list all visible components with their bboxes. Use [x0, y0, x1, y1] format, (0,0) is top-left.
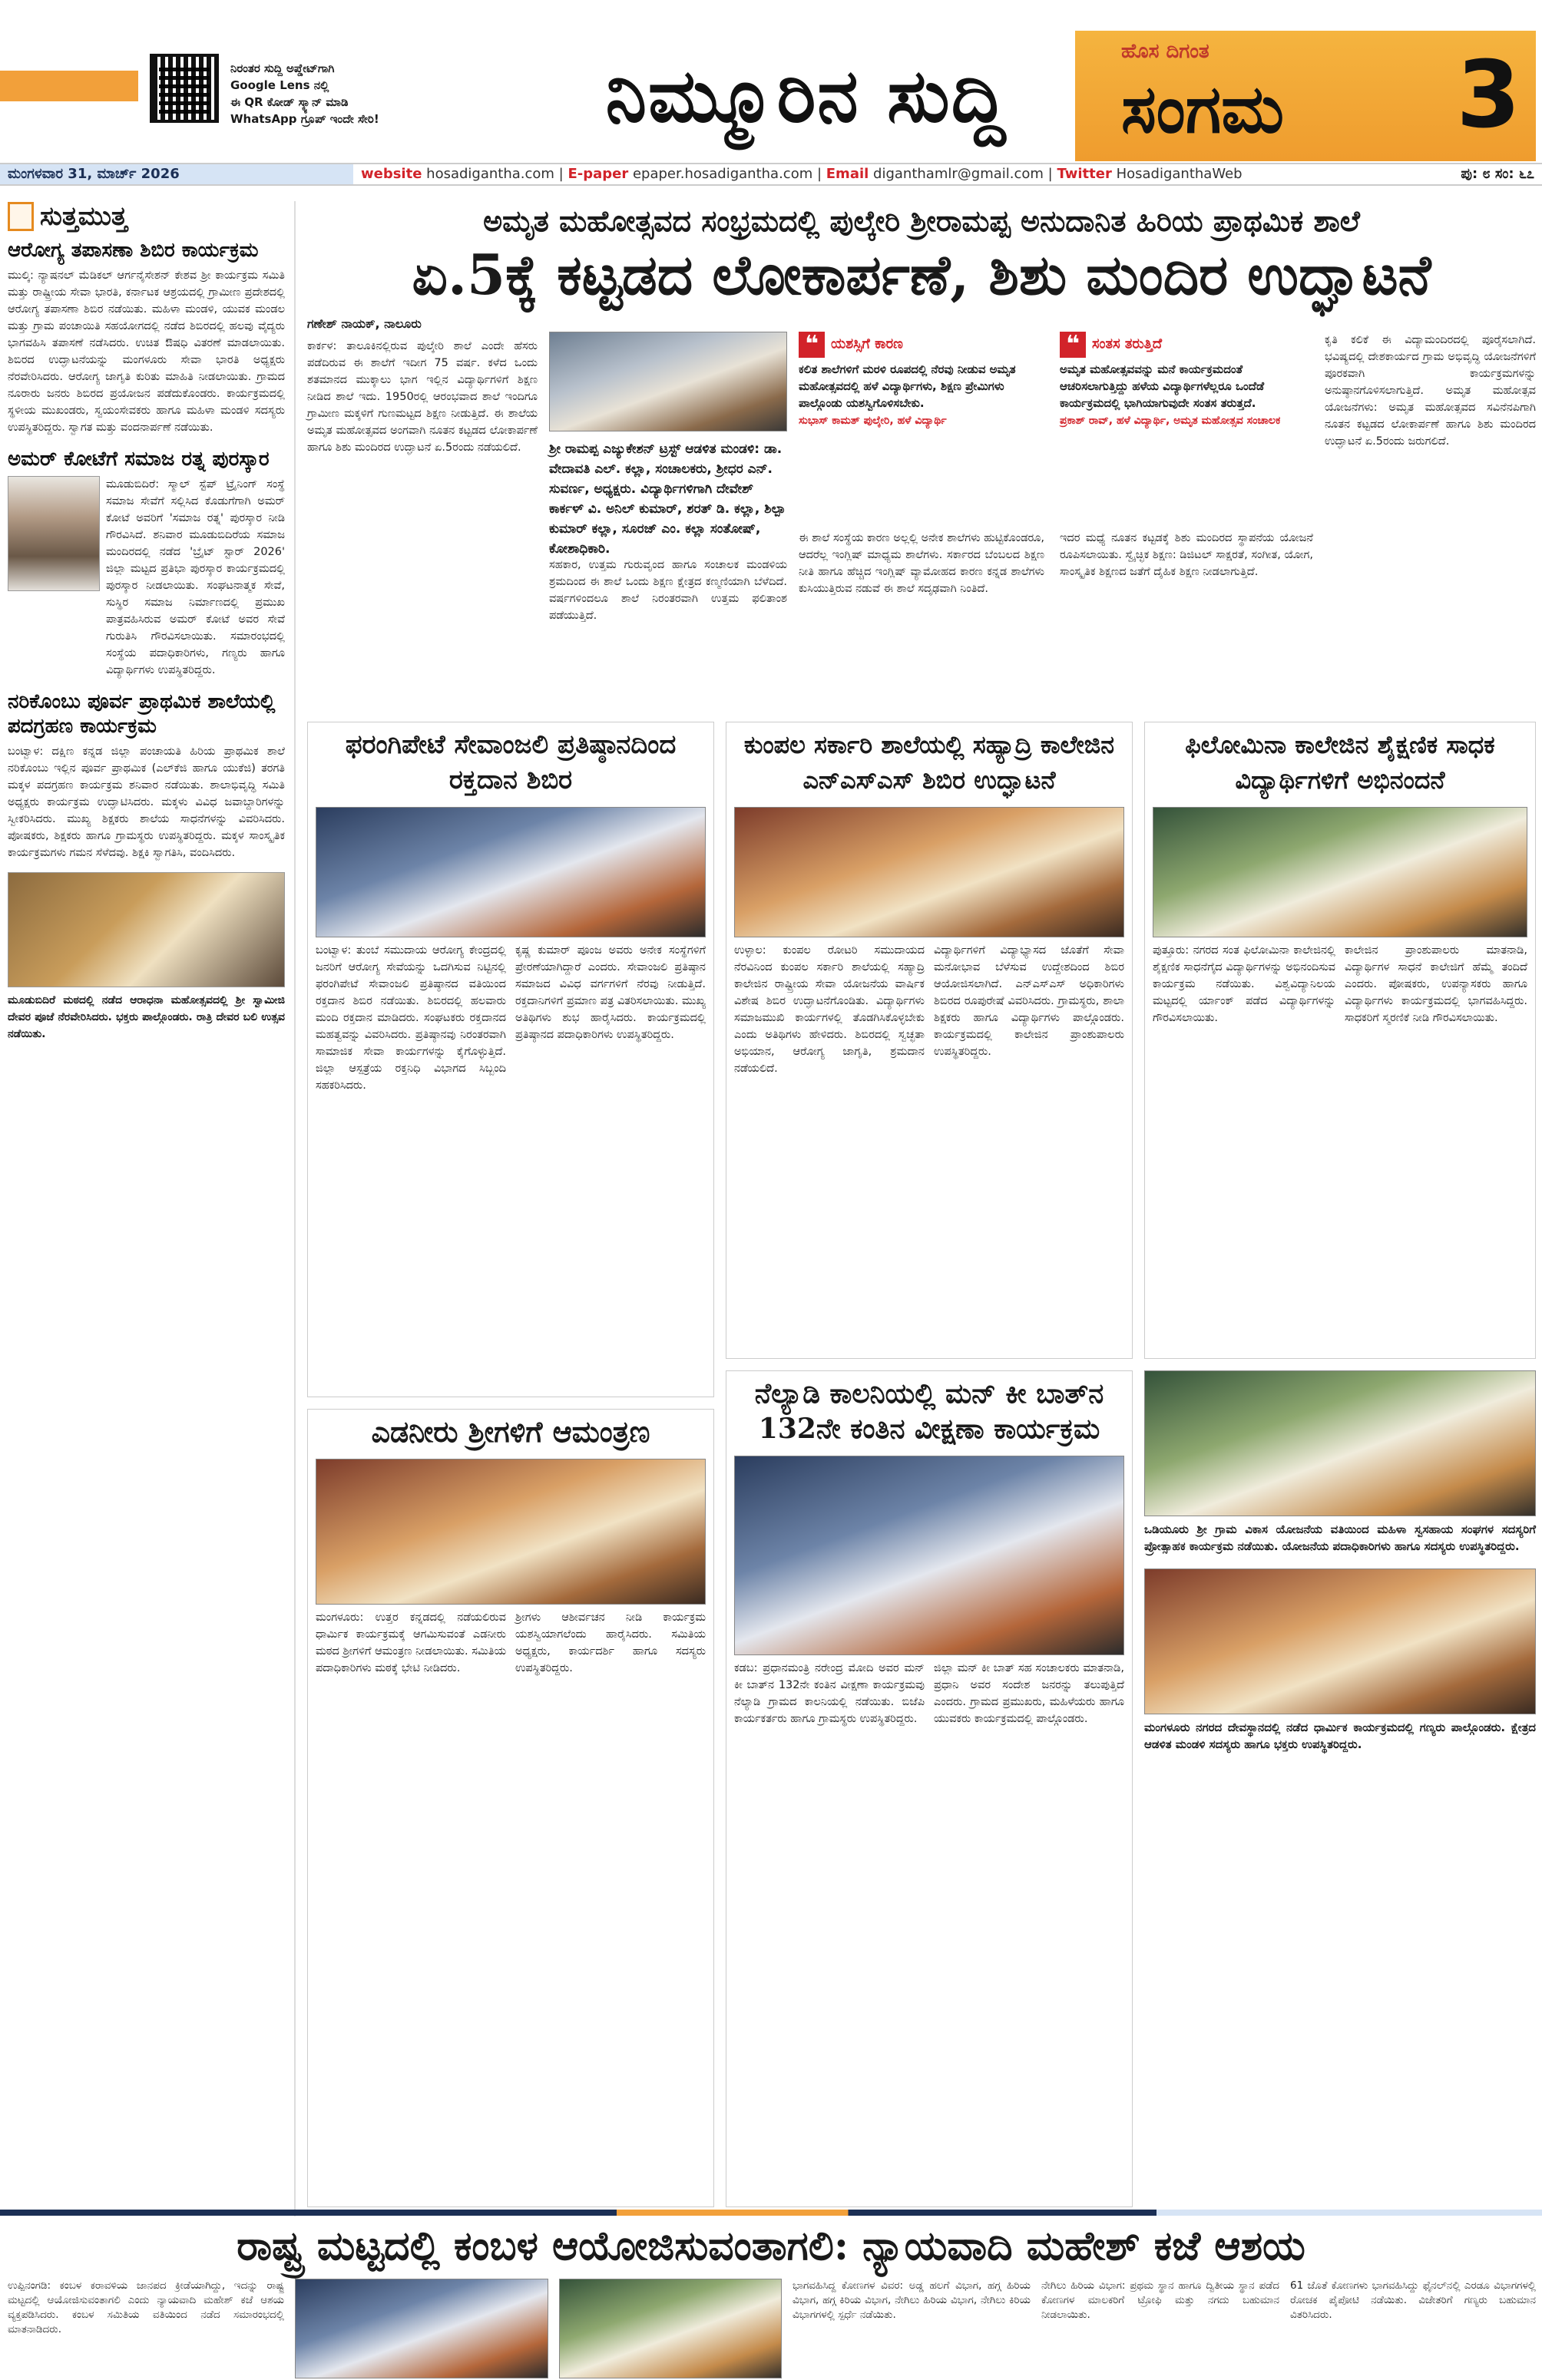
sidebar-story-body: ಮೂಡುಬಿದಿರೆ: ಸ್ಮಾಲ್ ಸ್ಟೆಪ್ ಟ್ರೈನಿಂಗ್ ಸಂಸ್ಥೆ ಸಮಾಜ ಸೇವೆಗೆ ಸಲ್ಲಿಸಿದ ಕೊಡುಗೆಗಾಗಿ ಅಮರ್ ಕೋಟೆ ಅವರಿಗೆ 'ಸಮಾಜ ರತ್ನ' ಪುರಸ್ಕಾರ ನೀಡಿ ಗೌರವಿಸಿದೆ. ಶನಿವಾರ ಮೂಡುಬಿದಿರೆಯ ಸಮಾಜ ಮಂದಿರದಲ್ಲಿ ನಡೆದ 'ಬ್ರೈಟ್ ಸ್ಟಾರ್ 2026' ಜಿಲ್ಲಾ ಮಟ್ಟದ ಪ್ರತಿಭಾ ಪುರಸ್ಕಾರ ಕಾರ್ಯಕ್ರಮದಲ್ಲಿ ಪುರಸ್ಕಾರ ನೀಡಲಾಯಿತು. ಸಂಘಟನಾತ್ಮಕ ಸೇವೆ, ಸುಸ್ಥಿರ ಸಮಾಜ ನಿರ್ಮಾಣದಲ್ಲಿ ಪ್ರಮುಖ ಪಾತ್ರವಹಿಸಿರುವ ಅಮರ್ ಕೋಟೆ ಅವರ ಸೇವೆ ಗುರುತಿಸಿ ಗೌರವಿಸಲಾಯಿತು. ಸಮಾರಂಭದಲ್ಲಿ ಸಂಸ್ಥೆಯ ಪದಾಧಿಕಾರಿಗಳು, ಗಣ್ಯರು ಹಾಗೂ ವಿದ್ಯಾರ್ಥಿಗಳು ಉಪಸ್ಥಿತರಿದ್ದರು. [106, 478, 285, 676]
twitter-link[interactable]: HosadiganthaWeb [1116, 166, 1243, 182]
twitter-label: Twitter [1057, 166, 1112, 182]
qr-instructions [230, 60, 453, 127]
story-text: ಜಿಲ್ಲಾ ಮನ್ ಕೀ ಬಾತ್ ಸಹ ಸಂಚಾಲಕರು ಮಾತನಾಡಿ, ಪ್ರಧಾನಿ ಅವರ ಸಂದೇಶ ಜನರನ್ನು ತಲುಪುತ್ತಿದೆ ಎಂದರು. ಗ್ರಾಮದ ಪ್ರಮುಖರು, ಮಹಿಳೆಯರು ಹಾಗೂ ಯುವಕರು ಕಾರ್ಯಕ್ರಮದಲ್ಲಿ ಪಾಲ್ಗೊಂಡರು. [934, 1662, 1124, 1725]
lead-byline: ಗಣೇಶ್ ನಾಯಕ್, ನಾಲೂರು [307, 316, 422, 331]
contact-links: website hosadigantha.com | E-paper epaper.hosadigantha.com | Email diganthamlr@gmail.com | Twitter HosadiganthaWeb [361, 166, 1243, 182]
lead-text: ಕಾರ್ಕಳ: ತಾಲೂಕಿನಲ್ಲಿರುವ ಪುಲ್ಕೇರಿ ಶಾಲೆ ಎಂದೇ ಹೆಸರು ಪಡೆದಿರುವ ಈ ಶಾಲೆಗೆ ಇದೀಗ 75 ವರ್ಷ. ಕಳೆದ ಒಂದು ಶತಮಾನದ ಮುಕ್ಕಾಲು ಭಾಗ ಇಲ್ಲಿನ ವಿದ್ಯಾರ್ಥಿಗಳಿಗೆ ಶಿಕ್ಷಣ ನೀಡಿದ ಶಾಲೆ ಇದು. 1950ರಲ್ಲಿ ಆರಂಭವಾದ ಶಾಲೆ ಇಂದಿಗೂ ಗ್ರಾಮೀಣ ಮಕ್ಕಳಿಗೆ ಗುಣಮಟ್ಟದ ಶಿಕ್ಷಣ ನೀಡುತ್ತಿದೆ. ಈ ಶಾಲೆಯ ಅಮೃತ ಮಹೋತ್ಸವದ ಅಂಗವಾಗಿ ನೂತನ ಕಟ್ಟಡದ ಲೋಕಾರ್ಪಣೆ ಹಾಗೂ ಶಿಶು ಮಂದಿರದ ಉದ್ಘಾಟನೆ ಏ.5ರಂದು ನಡೆಯಲಿದೆ. [307, 340, 538, 454]
brand-block [1075, 31, 1536, 161]
sidebar-story-body: ಬಂಟ್ವಾಳ: ದಕ್ಷಿಣ ಕನ್ನಡ ಜಿಲ್ಲಾ ಪಂಚಾಯತಿ ಹಿರಿಯ ಪ್ರಾಥಮಿಕ ಶಾಲೆ ನರಿಕೊಂಬು ಇಲ್ಲಿನ ಪೂರ್ವ ಪ್ರಾಥಮಿಕ (ಎಲ್‌ಕೆಜಿ ಹಾಗೂ ಯುಕೆಜಿ) ತರಗತಿ ಮಕ್ಕಳ ಪದಗ್ರಹಣ ಕಾರ್ಯಕ್ರಮ ಶನಿವಾರ ನಡೆಯಿತು. ಶಾಲಾಭಿವೃದ್ಧಿ ಸಮಿತಿ ಅಧ್ಯಕ್ಷರು ಕಾರ್ಯಕ್ರಮ ಉದ್ಘಾಟಿಸಿದರು. ಮಕ್ಕಳು ವಿವಿಧ ಜವಾಬ್ದಾರಿಗಳನ್ನು ಸ್ವೀಕರಿಸಿದರು. ಮುಖ್ಯ ಶಿಕ್ಷಕರು ಶಾಲೆಯ ಸಾಧನೆಗಳನ್ನು ವಿವರಿಸಿದರು. ಪೋಷಕರು, ಶಿಕ್ಷಕರು ಹಾಗೂ ಗ್ರಾಮಸ್ಥರು ಉಪಸ್ಥಿತರಿದ್ದರು. ಮಕ್ಕಳ ಸಾಂಸ್ಕೃತಿಕ ಕಾರ್ಯಕ್ರಮಗಳು ಗಮನ ಸೆಳೆದವು. ಶಿಕ್ಷಕಿ ಸ್ವಾಗತಿಸಿ, ವಂದಿಸಿದರು. [8, 745, 285, 859]
lead-text: ಈ ಶಾಲೆ ಸಂಸ್ಥೆಯ ಕಾರಣ ಅಲ್ಲಲ್ಲಿ ಅನೇಕ ಶಾಲೆಗಳು ಹುಟ್ಟಿಕೊಂಡರೂ, ಆದರೆಲ್ಲ ಇಂಗ್ಲಿಷ್ ಮಾಧ್ಯಮ ಶಾಲೆಗಳು. ಸರ್ಕಾರದ ಬೆಂಬಲದ ಶಿಕ್ಷಣ ನೀತಿ ಹಾಗೂ ಹೆಚ್ಚಿದ ಇಂಗ್ಲಿಷ್ ವ್ಯಾಮೋಹದ ಕಾರಣ ಕನ್ನಡ ಶಾಲೆಗಳು ಕುಸಿಯುತ್ತಿರುವ ನಡುವೆ ಈ ಶಾಲೆ ಸದೃಢವಾಗಿ ನಿಂತಿದೆ. [799, 532, 1044, 595]
quote-title: ಸಂತಸ ತರುತ್ತಿದೆ [1092, 336, 1163, 352]
sidebar-story-headline: ನರಿಕೊಂಬು ಪೂರ್ವ ಪ್ರಾಥಮಿಕ ಶಾಲೆಯಲ್ಲಿ ಪದಗ್ರಹಣ ಕಾರ್ಯಕ್ರಮ [8, 690, 276, 738]
photo-caption: ಮಂಗಳೂರು ನಗರದ ದೇವಸ್ಥಾನದಲ್ಲಿ ನಡೆದ ಧಾರ್ಮಿಕ ಕಾರ್ಯಕ್ರಮದಲ್ಲಿ ಗಣ್ಯರು ಪಾಲ್ಗೊಂಡರು. ಕ್ಷೇತ್ರದ ಆಡಳಿತ ಮಂಡಳಿ ಸದಸ್ಯರು ಹಾಗೂ ಭಕ್ತರು ಉಪಸ್ಥಿತರಿದ್ದರು. [1144, 1721, 1536, 1751]
blood-donation-photo [316, 807, 706, 937]
email-label: Email [826, 166, 869, 182]
quote-signature: ಸುಭಾಸ್ ಕಾಮತ್ ಪುಲ್ಕೇರಿ, ಹಳೆ ವಿದ್ಯಾರ್ಥಿ [799, 415, 947, 427]
quote-icon: ❝ [799, 332, 825, 358]
qr-line-4: WhatsApp ಗ್ರೂಪ್ ಇಂದೇ ಸೇರಿ! [230, 112, 379, 126]
website-label: website [361, 166, 422, 182]
bottom-story [0, 2219, 1542, 2274]
story-text: ಶ್ರೀಗಳು ಆಶೀರ್ವಚನ ನೀಡಿ ಕಾರ್ಯಕ್ರಮ ಯಶಸ್ವಿಯಾಗಲೆಂದು ಹಾರೈಸಿದರು. ಸಮಿತಿಯ ಅಧ್ಯಕ್ಷರು, ಕಾರ್ಯದರ್ಶಿ ಹಾಗೂ ಸದಸ್ಯರು ಉಪಸ್ಥಿತರಿದ್ದರು. [515, 1611, 706, 1674]
masthead [0, 0, 1542, 154]
story-text: ಬಂಟ್ವಾಳ: ತುಂಬೆ ಸಮುದಾಯ ಆರೋಗ್ಯ ಕೇಂದ್ರದಲ್ಲಿ ಜನರಿಗೆ ಆರೋಗ್ಯ ಸೇವೆಯನ್ನು ಒದಗಿಸುವ ನಿಟ್ಟಿನಲ್ಲಿ ಫರಂಗಿಪೇಟೆ ಸೇವಾಂಜಲಿ ಪ್ರತಿಷ್ಠಾನದ ವತಿಯಿಂದ ರಕ್ತದಾನ ಶಿಬಿರ ನಡೆಯಿತು. ಶಿಬಿರದಲ್ಲಿ ಹಲವಾರು ಮಂದಿ ರಕ್ತದಾನ ಮಾಡಿದರು. ಸಂಘಟಕರು ರಕ್ತದಾನದ ಮಹತ್ವವನ್ನು ವಿವರಿಸಿದರು. ಪ್ರತಿಷ್ಠಾನವು ನಿರಂತರವಾಗಿ ಸಾಮಾಜಿಕ ಸೇವಾ ಕಾರ್ಯಗಳನ್ನು ಕೈಗೊಳ್ಳುತ್ತಿದೆ. ಜಿಲ್ಲಾ ಆಸ್ಪತ್ರೆಯ ರಕ್ತನಿಧಿ ವಿಭಾಗದ ಸಿಬ್ಬಂದಿ ಸಹಕರಿಸಿದರು. [316, 944, 506, 1092]
sidebar-story-headline: ಅಮರ್ ಕೋಟೆಗೆ ಸಮಾಜ ರತ್ನ ಪುರಸ್ಕಾರ [8, 448, 270, 471]
kambala-race-photo [559, 2279, 782, 2378]
quote-icon: ❝ [1060, 332, 1086, 358]
lead-headline: ಏ.5ಕ್ಕೆ ಕಟ್ಟಡದ ಲೋಕಾರ್ಪಣೆ, ಶಿಶು ಮಂದಿರ ಉದ್ಘಾಟನೆ [412, 242, 1431, 307]
story-edaneer [307, 1409, 714, 2207]
story-philomena [1144, 722, 1536, 1359]
page-title: ನಿಮ್ಮೂರಿನ ಸುದ್ದಿ [605, 52, 1008, 139]
quote-box-2 [1060, 332, 1313, 524]
quote-signature: ಪ್ರಕಾಶ್ ರಾವ್, ಹಳೆ ವಿದ್ಯಾರ್ಥಿ, ಅಮೃತ ಮಹೋತ್ಸವ ಸಂಚಾಲಕ [1060, 415, 1281, 427]
quote-title: ಯಶಸ್ಸಿಗೆ ಕಾರಣ [831, 336, 903, 352]
page-number: 3 [1456, 42, 1520, 149]
mann-ki-baat-photo [734, 1456, 1124, 1655]
quote-box-1 [799, 332, 1044, 524]
story-headline: ನೆಲ್ಯಾಡಿ ಕಾಲನಿಯಲ್ಲಿ ಮನ್ ಕೀ ಬಾತ್‌ನ 132ನೇ ಕಂತಿನ ವೀಕ್ಷಣಾ ಕಾರ್ಯಕ್ರಮ [754, 1377, 1104, 1445]
story-text: ಮಂಗಳೂರು: ಉತ್ತರ ಕನ್ನಡದಲ್ಲಿ ನಡೆಯಲಿರುವ ಧಾರ್ಮಿಕ ಕಾರ್ಯಕ್ರಮಕ್ಕೆ ಆಗಮಿಸುವಂತೆ ಎಡನೀರು ಮಠದ ಶ್ರೀಗಳಿಗೆ ಆಮಂತ್ರಣ ನೀಡಲಾಯಿತು. ಸಮಿತಿಯ ಪದಾಧಿಕಾರಿಗಳು ಮಠಕ್ಕೆ ಭೇಟಿ ನೀಡಿದರು. [316, 1611, 506, 1674]
sidebar-column [8, 201, 296, 2216]
nss-camp-photo [734, 807, 1124, 937]
sidebar-photo-caption: ಮೂಡುಬಿದಿರೆ ಮಠದಲ್ಲಿ ನಡೆದ ಆರಾಧನಾ ಮಹೋತ್ಸವದಲ್ಲಿ ಶ್ರೀ ಸ್ವಾಮೀಜಿ ದೇವರ ಪೂಜೆ ನೆರವೇರಿಸಿದರು. ಭಕ್ತರು ಪಾಲ್ಗೊಂಡರು. ರಾತ್ರಿ ದೇವರ ಬಲಿ ಉತ್ಸವ ನಡೆಯಿತು. [8, 994, 285, 1040]
issue-date: ಮಂಗಳವಾರ 31, ಮಾರ್ಚ್ 2026 [0, 164, 353, 184]
lead-text: ಇದರ ಮಧ್ಯೆ ನೂತನ ಕಟ್ಟಡಕ್ಕೆ ಶಿಶು ಮಂದಿರದ ಸ್ಥಾಪನೆಯ ಯೋಜನೆ ರೂಪಿಸಲಾಯಿತು. ಸ್ವೈಚ್ಛಿಕ ಶಿಕ್ಷಣ: ಡಿಜಿಟಲ್ ಸಾಕ್ಷರತೆ, ಸಂಗೀತ, ಯೋಗ, ಸಾಂಸ್ಕೃತಿಕ ಶಿಕ್ಷಣದ ಜತೆಗೆ ದೈಹಿಕ ಶಿಕ್ಷಣ ನೀಡಲಾಗುತ್ತಿದೆ. [1060, 532, 1313, 578]
issue-pages: ಪು: ೮ ಸಂ: ೬೭ [1461, 166, 1534, 182]
edaneer-invitation-photo [316, 1459, 706, 1605]
sidebar-story-body: ಮುಲ್ಕಿ: ನ್ಯಾಷನಲ್ ಮೆಡಿಕಲ್ ಆರ್ಗನೈಸೇಶನ್ ಕೇಶವ ಶ್ರೀ ಕಾರ್ಯಕ್ರಮ ಸಮಿತಿ ಮತ್ತು ರಾಷ್ಟ್ರೀಯ ಸೇವಾ ಭಾರತಿ, ಕರ್ನಾಟಕ ಆಶ್ರಯದಲ್ಲಿ ಗ್ರಾಮೀಣ ಪ್ರದೇಶದಲ್ಲಿ ಆರೋಗ್ಯ ತಪಾಸಣಾ ಶಿಬಿರ ನಡೆಯಿತು. ಮಹಿಳಾ ಮಂಡಳಿ, ಯುವಕ ಮಂಡಲ ಮತ್ತು ಗ್ರಾಮ ಪಂಚಾಯಿತಿ ಸಹಯೋಗದಲ್ಲಿ ನಡೆದ ಶಿಬಿರದಲ್ಲಿ ಹಲವು ವೈದ್ಯರು ಭಾಗವಹಿಸಿ ತಪಾಸಣೆ ನಡೆಸಿದರು. ಉಚಿತ ಔಷಧಿ ವಿತರಣೆ ಮಾಡಲಾಯಿತು. ಶಿಬಿರದ ಉದ್ಘಾಟನೆಯನ್ನು ಮಂಗಳೂರು ಸೇವಾ ಭಾರತಿ ಅಧ್ಯಕ್ಷರು ನೆರವೇರಿಸಿದರು. ಆರೋಗ್ಯ ಜಾಗೃತಿ ಕುರಿತು ಮಾಹಿತಿ ನೀಡಲಾಯಿತು. ಗ್ರಾಮದ ನೂರಾರು ಜನರು ಶಿಬಿರದ ಪ್ರಯೋಜನ ಪಡೆದುಕೊಂಡರು. ಕಾರ್ಯಕ್ರಮದಲ್ಲಿ ಸ್ಥಳೀಯ ಮುಖಂಡರು, ಸ್ವಯಂಸೇವಕರು ಹಾಗೂ ಮಹಿಳಾ ಮಂಡಳಿ ಸದಸ್ಯರು ಉಪಸ್ಥಿತರಿದ್ದರು. ಸ್ವಾಗತ ಮತ್ತು ವಂದನಾರ್ಪಣೆ ನಡೆಯಿತು. [8, 269, 285, 434]
lead-text: ಸಹಕಾರ, ಉತ್ತಮ ಗುರುವೃಂದ ಹಾಗೂ ಸಂಚಾಲಕ ಮಂಡಳಿಯ ಶ್ರಮದಿಂದ ಈ ಶಾಲೆ ಒಂದು ಶಿಕ್ಷಣ ಕ್ಷೇತ್ರದ ಕಣ್ಮಣಿಯಾಗಿ ಬೆಳೆದಿದೆ. ವರ್ಷಗಳಿಂದಲೂ ಶಾಲೆ ನಿರಂತರವಾಗಿ ಉತ್ತಮ ಫಲಿತಾಂಶ ಪಡೆಯುತ್ತಿದೆ. [549, 559, 787, 622]
lead-story [307, 201, 1536, 309]
brand-small-label: ಹೊಸ ದಿಗಂತ [1121, 40, 1209, 63]
brand-name: ಸಂಗಮ [1121, 71, 1285, 148]
lead-kicker: ಅಮೃತ ಮಹೋತ್ಸವದ ಸಂಭ್ರಮದಲ್ಲಿ ಪುಲ್ಕೇರಿ ಶ್ರೀರಾಮಪ್ಪ ಅನುದಾನಿತ ಹಿರಿಯ ಪ್ರಾಥಮಿಕ ಶಾಲೆ [483, 204, 1360, 238]
story-text: ಭಾಗವಹಿಸಿದ್ದ ಕೋಣಗಳ ವಿವರ: ಅಡ್ಡ ಹಲಗೆ ವಿಭಾಗ, ಹಗ್ಗ ಹಿರಿಯ ವಿಭಾಗ, ಹಗ್ಗ ಕಿರಿಯ ವಿಭಾಗ, ನೇಗಿಲು ಹಿರಿಯ ವಿಭಾಗ, ನೇಗಿಲು ಕಿರಿಯ ವಿಭಾಗಗಳಲ್ಲಿ ಸ್ಪರ್ಧೆ ನಡೆಯಿತು. [793, 2279, 1031, 2321]
story-headline: ಫರಂಗಿಪೇಟೆ ಸೇವಾಂಜಲಿ ಪ್ರತಿಷ್ಠಾನದಿಂದ ರಕ್ತದಾನ ಶಿಬಿರ [345, 729, 677, 795]
dateline-bar [0, 163, 1542, 186]
qr-line-1: ನಿರಂತರ ಸುದ್ದಿ ಅಪ್ಡೇಟ್‌ಗಾಗಿ [230, 61, 335, 75]
story-headline: ಫಿಲೋಮಿನಾ ಕಾಲೇಜಿನ ಶೈಕ್ಷಣಿಕ ಸಾಧಕ ವಿದ್ಯಾರ್ಥಿಗಳಿಗೆ ಅಭಿನಂದನೆ [1185, 730, 1495, 795]
masthead-accent-bar [0, 71, 138, 101]
quote-body: ಕಲಿತ ಶಾಲೆಗಳಿಗೆ ಮರಳಿ ರೂಪದಲ್ಲಿ ನೆರವು ನೀಡುವ ಅಮೃತ ಮಹೋತ್ಸವದಲ್ಲಿ ಹಳೆ ವಿದ್ಯಾರ್ಥಿಗಳು, ಶಿಕ್ಷಣ ಪ್ರೇಮಿಗಳು ಪಾಲ್ಗೊಂಡು ಯಶಸ್ವಿಗೊಳಿಸಬೇಕು. [799, 362, 1016, 410]
quote-body: ಅಮೃತ ಮಹೋತ್ಸವವನ್ನು ಮನೆ ಕಾರ್ಯಕ್ರಮದಂತೆ ಆಚರಿಸಲಾಗುತ್ತಿದ್ದು ಹಳೆಯ ವಿದ್ಯಾರ್ಥಿಗಳೆಲ್ಲರೂ ಒಂದೆಡೆ ಕಾರ್ಯಕ್ರಮದಲ್ಲಿ ಭಾಗಿಯಾಗುವುದೇ ಸಂತಸ ತರುತ್ತದೆ. [1060, 362, 1265, 410]
story-headline: ಎಡನೀರು ಶ್ರೀಗಳಿಗೆ ಆಮಂತ್ರಣ [371, 1414, 650, 1449]
website-link[interactable]: hosadigantha.com [426, 166, 554, 182]
story-text: ಕಡಬ: ಪ್ರಧಾನಮಂತ್ರಿ ನರೇಂದ್ರ ಮೋದಿ ಅವರ ಮನ್ ಕೀ ಬಾತ್‌ನ 132ನೇ ಕಂತಿನ ವೀಕ್ಷಣಾ ಕಾರ್ಯಕ್ರಮವು ನೆಲ್ಯಾಡಿ ಗ್ರಾಮದ ಕಾಲನಿಯಲ್ಲಿ ನಡೆಯಿತು. ಬಿಜೆಪಿ ಕಾರ್ಯಕರ್ತರು ಹಾಗೂ ಗ್ರಾಮಸ್ಥರು ಉಪಸ್ಥಿತರಿದ್ದರು. [734, 1662, 925, 1725]
kambala-event-photo [295, 2279, 548, 2378]
email-link[interactable]: diganthamlr@gmail.com [873, 166, 1044, 182]
story-text: ಉಳ್ಳಾಲ: ಕುಂಪಲ ರೋಟರಿ ಸಮುದಾಯದ ನೆರವಿನಿಂದ ಕುಂಪಲ ಸರ್ಕಾರಿ ಶಾಲೆಯಲ್ಲಿ ಸಹ್ಯಾದ್ರಿ ಕಾಲೇಜಿನ ರಾಷ್ಟ್ರೀಯ ಸೇವಾ ಯೋಜನೆಯ ವಾರ್ಷಿಕ ವಿಶೇಷ ಶಿಬಿರ ಉದ್ಘಾಟನೆಗೊಂಡಿತು. ವಿದ್ಯಾರ್ಥಿಗಳು ಸಮಾಜಮುಖಿ ಕಾರ್ಯಗಳಲ್ಲಿ ತೊಡಗಿಸಿಕೊಳ್ಳಬೇಕು ಎಂದು ಅತಿಥಿಗಳು ಹೇಳಿದರು. ಶಿಬಿರದಲ್ಲಿ ಸ್ವಚ್ಛತಾ ಅಭಿಯಾನ, ಆರೋಗ್ಯ ಜಾಗೃತಿ, ಶ್ರಮದಾನ ನಡೆಯಲಿದೆ. [734, 944, 925, 1075]
story-headline: ಕುಂಪಲ ಸರ್ಕಾರಿ ಶಾಲೆಯಲ್ಲಿ ಸಹ್ಯಾದ್ರಿ ಕಾಲೇಜಿನ ಎನ್ಎಸ್ಎಸ್ ಶಿಬಿರ ಉದ್ಘಾಟನೆ [743, 730, 1115, 795]
qr-code-icon [150, 54, 219, 123]
photo-caption: ಒಡಿಯೂರು ಶ್ರೀ ಗ್ರಾಮ ವಿಕಾಸ ಯೋಜನೆಯ ವತಿಯಿಂದ ಮಹಿಳಾ ಸ್ವಸಹಾಯ ಸಂಘಗಳ ಸದಸ್ಯರಿಗೆ ಪ್ರೋತ್ಸಾಹಕ ಕಾರ್ಯಕ್ರಮ ನಡೆಯಿತು. ಯೋಜನೆಯ ಪದಾಧಿಕಾರಿಗಳು ಹಾಗೂ ಸದಸ್ಯರು ಉಪಸ್ಥಿತರಿದ್ದರು. [1144, 1522, 1536, 1553]
story-text: 61 ಜೊತೆ ಕೋಣಗಳು ಭಾಗವಹಿಸಿದ್ದು ಫೈನಲ್‌ನಲ್ಲಿ ಎರಡೂ ವಿಭಾಗಗಳಲ್ಲಿ ರೋಚಕ ಪೈಪೋಟಿ ನಡೆಯಿತು. ವಿಜೇತರಿಗೆ ಗಣ್ಯರು ಬಹುಮಾನ ವಿತರಿಸಿದರು. [1290, 2279, 1536, 2321]
story-text: ವಿದ್ಯಾರ್ಥಿಗಳಿಗೆ ವಿದ್ಯಾಭ್ಯಾಸದ ಜೊತೆಗೆ ಸೇವಾ ಮನೋಭಾವ ಬೆಳೆಸುವ ಉದ್ದೇಶದಿಂದ ಶಿಬಿರ ಆಯೋಜಿಸಲಾಗಿದೆ. ಎನ್ಎಸ್ಎಸ್ ಅಧಿಕಾರಿಗಳು ಶಿಬಿರದ ರೂಪುರೇಷೆ ವಿವರಿಸಿದರು. ಗ್ರಾಮಸ್ಥರು, ಶಾಲಾ ಶಿಕ್ಷಕರು ಹಾಗೂ ವಿದ್ಯಾರ್ಥಿಗಳು ಪಾಲ್ಗೊಂಡರು. ಕಾರ್ಯಕ್ರಮದಲ್ಲಿ ಕಾಲೇಜಿನ ಪ್ರಾಂಶುಪಾಲರು ಉಪಸ್ಥಿತರಿದ್ದರು. [934, 944, 1124, 1058]
philomena-felicitation-photo [1153, 807, 1527, 937]
qr-line-3: ಈ QR ಕೋಡ್ ಸ್ಕ್ಯಾನ್ ಮಾಡಿ [230, 95, 349, 109]
story-text: ಉಪ್ಪಿನಂಗಡಿ: ಕಂಬಳ ಕರಾವಳಿಯ ಜಾನಪದ ಕ್ರೀಡೆಯಾಗಿದ್ದು, ಇದನ್ನು ರಾಷ್ಟ್ರ ಮಟ್ಟದಲ್ಲಿ ಆಯೋಜಿಸುವಂತಾಗಲಿ ಎಂದು ನ್ಯಾಯವಾದಿ ಮಹೇಶ್ ಕಜೆ ಆಶಯ ವ್ಯಕ್ತಪಡಿಸಿದರು. ಕಂಬಳ ಸಮಿತಿಯ ವತಿಯಿಂದ ನಡೆದ ಸಮಾರಂಭದಲ್ಲಿ ಮಾತನಾಡಿದರು. [8, 2279, 284, 2335]
lead-text: ಕೃತಿ ಕಲಿಕೆ ಈ ವಿದ್ಯಾಮಂದಿರದಲ್ಲಿ ಪೂರೈಸಲಾಗಿದೆ. ಭವಿಷ್ಯದಲ್ಲಿ ದೇಶಕಾರ್ಯದ ಗ್ರಾಮ ಅಭಿವೃದ್ಧಿ ಯೋಜನೆಗಳಿಗೆ ಪೂರಕವಾಗಿ ಕಾರ್ಯಕ್ರಮಗಳನ್ನು ಅನುಷ್ಠಾನಗೊಳಿಸಲಾಗುತ್ತಿದೆ. ಅಮೃತ ಮಹೋತ್ಸವ ಯೋಜನೆಗಳು: ಅಮೃತ ಮಹೋತ್ಸವದ ಸವಿನೆನಪಿಗಾಗಿ ನೂತನ ಕಟ್ಟಡದ ಲೋಕಾರ್ಪಣೆ ಹಾಗೂ ಶಿಶು ಮಂದಿರದ ಉದ್ಘಾಟನೆ ಏ.5ರಂದು ಜರುಗಲಿದೆ. [1325, 334, 1536, 448]
qr-line-2: Google Lens ನಲ್ಲಿ [230, 78, 329, 92]
door-icon [8, 202, 34, 231]
story-blood-donation [307, 722, 714, 1397]
story-mann-ki-baat [726, 1370, 1133, 2207]
story-text: ಕಾಲೇಜಿನ ಪ್ರಾಂಶುಪಾಲರು ಮಾತನಾಡಿ, ವಿದ್ಯಾರ್ಥಿಗಳ ಸಾಧನೆ ಕಾಲೇಜಿಗೆ ಹೆಮ್ಮೆ ತಂದಿದೆ ಎಂದರು. ಪೋಷಕರು, ಉಪನ್ಯಾಸಕರು ಹಾಗೂ ವಿದ್ಯಾರ್ಥಿಗಳು ಕಾರ್ಯಕ್ರಮದಲ್ಲಿ ಭಾಗವಹಿಸಿದ್ದರು. ಸಾಧಕರಿಗೆ ಸ್ಮರಣಿಕೆ ನೀಡಿ ಗೌರವಿಸಲಾಯಿತು. [1345, 944, 1527, 1024]
mangalore-temple-photo [1144, 1568, 1536, 1714]
odiyoor-women-group-photo [1144, 1370, 1536, 1516]
story-text: ನೇಗಿಲು ಹಿರಿಯ ವಿಭಾಗ: ಪ್ರಥಮ ಸ್ಥಾನ ಹಾಗೂ ದ್ವಿತೀಯ ಸ್ಥಾನ ಪಡೆದ ಕೋಣಗಳ ಮಾಲಕರಿಗೆ ಟ್ರೋಫಿ ಮತ್ತು ನಗದು ಬಹುಮಾನ ನೀಡಲಾಯಿತು. [1041, 2279, 1279, 2321]
right-photo-column [1144, 1370, 1536, 2207]
sidebar-logo-text: ಸುತ್ತಮುತ್ತ [40, 201, 127, 232]
story-text: ಕೃಷ್ಣ ಕುಮಾರ್ ಪೂಂಜ ಅವರು ಅನೇಕ ಸಂಸ್ಥೆಗಳಿಗೆ ಪ್ರೇರಣೆಯಾಗಿದ್ದಾರೆ ಎಂದರು. ಸೇವಾಂಜಲಿ ಪ್ರತಿಷ್ಠಾನ ಸಮಾಜದ ವಿವಿಧ ವರ್ಗಗಳಿಗೆ ನೆರವು ನೀಡುತ್ತಿದೆ. ರಕ್ತದಾನಿಗಳಿಗೆ ಪ್ರಮಾಣ ಪತ್ರ ವಿತರಿಸಲಾಯಿತು. ಮುಖ್ಯ ಅತಿಥಿಗಳು ಶುಭ ಹಾರೈಸಿದರು. ಕಾರ್ಯಕ್ರಮದಲ್ಲಿ ಪ್ರತಿಷ್ಠಾನದ ಪದಾಧಿಕಾರಿಗಳು ಉಪಸ್ಥಿತರಿದ್ದರು. [515, 944, 706, 1041]
section-divider [0, 2210, 1542, 2216]
sidebar-story-headline: ಆರೋಗ್ಯ ತಪಾಸಣಾ ಶಿಬಿರ ಕಾರ್ಯಕ್ರಮ [8, 239, 259, 262]
lead-col-1 [307, 316, 538, 456]
story-nss-camp [726, 722, 1133, 1359]
school-building-photo [549, 332, 787, 431]
sidebar-logo [8, 201, 285, 232]
story-text: ಪುತ್ತೂರು: ನಗರದ ಸಂತ ಫಿಲೋಮಿನಾ ಕಾಲೇಜಿನಲ್ಲಿ ಶೈಕ್ಷಣಿಕ ಸಾಧನೆಗೈದ ವಿದ್ಯಾರ್ಥಿಗಳನ್ನು ಅಭಿನಂದಿಸುವ ಕಾರ್ಯಕ್ರಮ ನಡೆಯಿತು. ವಿಶ್ವವಿದ್ಯಾನಿಲಯ ಮಟ್ಟದಲ್ಲಿ ರ್ಯಾಂಕ್ ಪಡೆದ ವಿದ್ಯಾರ್ಥಿಗಳನ್ನು ಗೌರವಿಸಲಾಯಿತು. [1153, 944, 1335, 1024]
trust-box: ಶ್ರೀ ರಾಮಪ್ಪ ಎಜ್ಯುಕೇಶನ್ ಟ್ರಸ್ಟ್ ಆಡಳಿತ ಮಂಡಳಿ: ಡಾ. ವೇದಾವತಿ ಎಲ್. ಕಲ್ಲಾ, ಸಂಚಾಲಕರು, ಶ್ರೀಧರ ಎನ್. ಸುವರ್ಣ, ಅಧ್ಯಕ್ಷರು. ವಿದ್ಯಾರ್ಥಿಗಳಿಗಾಗಿ ದೇವೇಶ್ ಕಾರ್ಕಳ್ ವಿ. ಅನಿಲ್ ಕುಮಾರ್, ಶರತ್ ಡಿ. ಕಲ್ಲಾ, ಶಿಲ್ಪಾ ಕುಮಾರ್ ಕಲ್ಲಾ, ಸೂರಜ್ ಎಂ. ಕಲ್ಲಾ ಸಂತೋಷ್, ಕೋಶಾಧಿಕಾರಿ. [549, 441, 786, 557]
sidebar-portrait-photo [8, 476, 100, 591]
epaper-link[interactable]: epaper.hosadigantha.com [632, 166, 813, 182]
bottom-headline: ರಾಷ್ಟ್ರ ಮಟ್ಟದಲ್ಲಿ ಕಂಬಳ ಆಯೋಜಿಸುವಂತಾಗಲಿ: ನ್ಯಾಯವಾದಿ ಮಹೇಶ್ ಕಜೆ ಆಶಯ [237, 2223, 1305, 2269]
epaper-label: E-paper [567, 166, 629, 182]
sidebar-temple-photo [8, 872, 285, 987]
bottom-body [8, 2279, 1536, 2378]
